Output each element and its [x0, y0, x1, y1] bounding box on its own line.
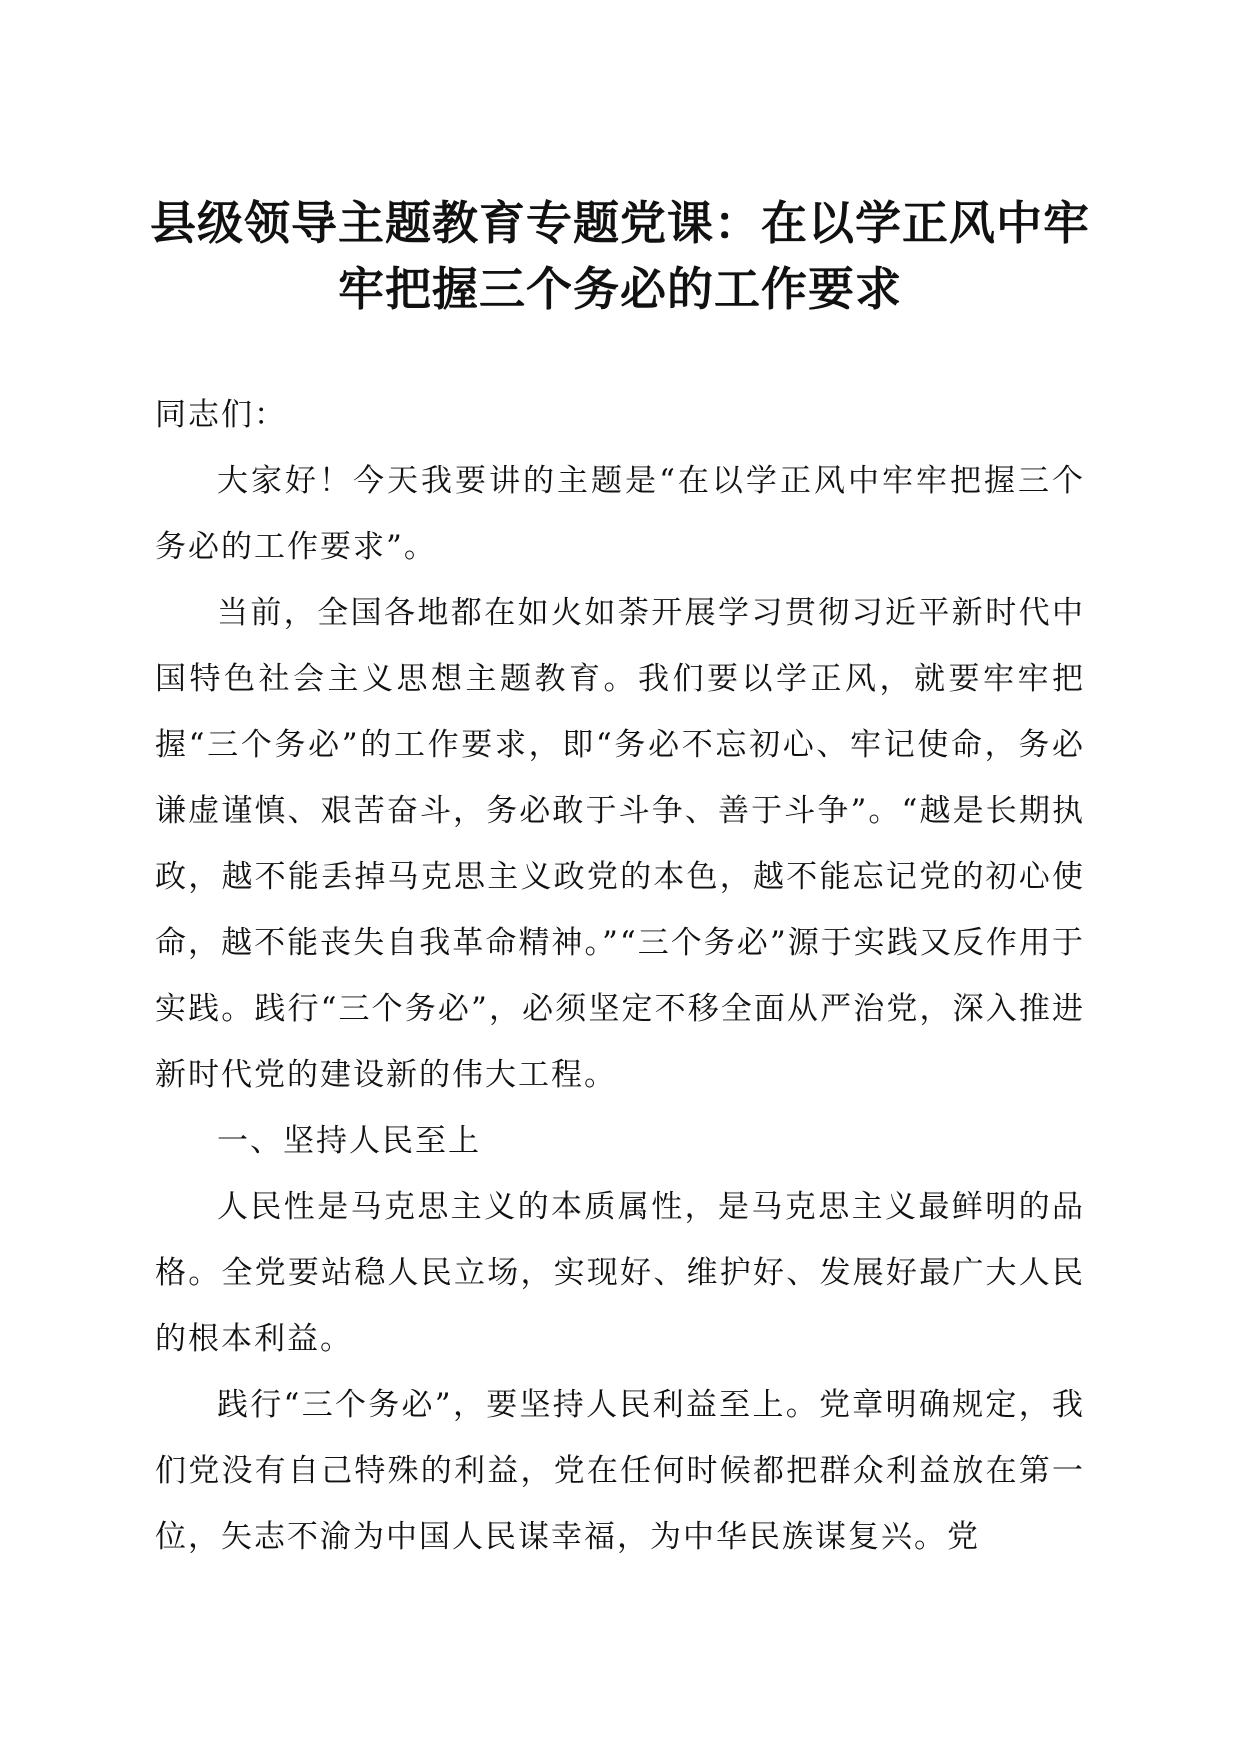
title-line-1: 县级领导主题教育专题党课：在以学正风中牢: [150, 196, 1090, 250]
section-heading-1: 一、坚持人民至上: [217, 1123, 481, 1159]
document-title: [140, 190, 1100, 322]
paragraph-greeting: 大家好！今天我要讲的主题是“在以学正风中牢牢把握三个务必的工作要求”。: [155, 463, 1085, 565]
salutation: 同志们：: [155, 397, 287, 433]
paragraph-context: 当前，全国各地都在如火如荼开展学习贯彻习近平新时代中国特色社会主义思想主题教育。我们要以学正风，就要牢牢把握“三个务必”的工作要求，即“务必不忘初心、牢记使命，务必谦虚谨慎、艰苦奋斗，务必敢于斗争、善于斗争”。“越是长期执政，越不能丢掉马克思主义政党的本色，越不能忘记党的初心使命，越不能丧失自我革命精神。”“三个务必”源于实践又反作用于实践。践行“三个务必”，必须坚定不移全面从严治党，深入推进新时代党的建设新的伟大工程。: [155, 595, 1085, 1093]
document-body: [155, 382, 1085, 1570]
paragraph-people-nature: 人民性是马克思主义的本质属性，是马克思主义最鲜明的品格。全党要站稳人民立场，实现好、维护好、发展好最广大人民的根本利益。: [155, 1189, 1085, 1357]
paragraph-people-interest: 践行“三个务必”，要坚持人民利益至上。党章明确规定，我们党没有自己特殊的利益，党在任何时候都把群众利益放在第一位，矢志不渝为中国人民谋幸福，为中华民族谋复兴。党: [155, 1387, 1085, 1555]
title-line-2: 牢把握三个务必的工作要求: [338, 262, 902, 316]
